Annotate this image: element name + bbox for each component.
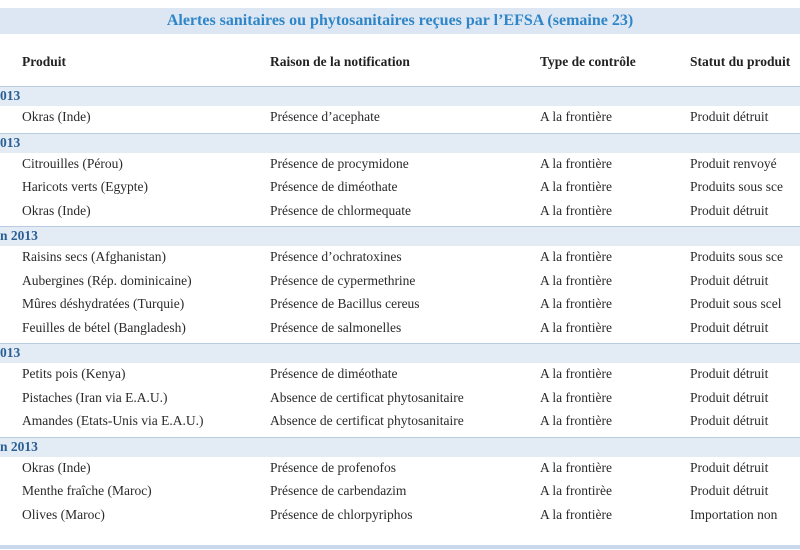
cell-produit: Amandes (Etats-Unis via E.A.U.): [22, 413, 204, 428]
cell-produit: Haricots verts (Egypte): [22, 179, 148, 194]
date-group-label: n 2013: [0, 438, 38, 454]
cell-produit: Pistaches (Iran via E.A.U.): [22, 389, 168, 405]
table-row: [0, 199, 800, 223]
cell-raison: Présence de salmonelles: [270, 319, 402, 335]
date-group-label: 013: [0, 345, 21, 360]
cell-raison: Présence de profenofos: [270, 459, 396, 475]
cell-type: A la frontière: [540, 202, 612, 218]
table-row: [0, 316, 800, 340]
cell-raison: Présence de chlormequate: [270, 202, 411, 218]
cell-raison: Présence de Bacillus cereus: [270, 296, 420, 311]
table-title: Alertes sanitaires ou phytosanitaires reçues par l’EFSA (semaine 23): [166, 12, 634, 29]
date-group-row: [0, 133, 800, 153]
cell-statut: Produit détruit: [690, 319, 769, 335]
table-row: [0, 479, 800, 503]
cell-produit: Mûres déshydratées (Turquie): [22, 296, 185, 311]
cell-type: A la frontière: [540, 413, 612, 428]
cell-statut: Produit détruit: [690, 483, 769, 498]
cell-statut: Produits sous sce: [690, 179, 784, 194]
cell-statut: Produit détruit: [690, 109, 769, 124]
table-header-row: [0, 50, 800, 74]
cell-type: A la frontière: [540, 366, 612, 381]
cell-raison: Présence de cypermethrine: [270, 272, 416, 288]
cell-statut: Produit détruit: [690, 389, 769, 405]
date-group-label: n 2013: [0, 228, 38, 243]
cell-type: A la frontière: [540, 296, 612, 311]
cell-raison: Présence d’acephate: [270, 109, 380, 124]
table-row: [0, 292, 800, 316]
cell-statut: Produit détruit: [690, 202, 769, 218]
table-row: [0, 503, 800, 527]
table-row: [0, 269, 800, 293]
cell-raison: Absence de certificat phytosanitaire: [270, 413, 464, 428]
cell-produit: Okras (Inde): [22, 202, 91, 218]
cell-statut: Produit renvoyé: [690, 155, 777, 171]
date-group-row: [0, 86, 800, 106]
table-row: [0, 456, 800, 480]
cell-produit: Menthe fraîche (Maroc): [22, 483, 152, 498]
cell-produit: Feuilles de bétel (Bangladesh): [22, 319, 186, 335]
cell-statut: Produits sous sce: [690, 249, 784, 264]
cell-raison: Présence d’ochratoxines: [270, 249, 402, 264]
date-group-label: 013: [0, 134, 21, 150]
table-row: [0, 152, 800, 176]
table-bottom-border: [0, 545, 800, 549]
cell-statut: Produit détruit: [690, 272, 769, 288]
table-row: [0, 175, 800, 199]
column-header-produit: Produit: [22, 54, 67, 69]
cell-produit: Olives (Maroc): [22, 506, 105, 522]
table-title-bar: [0, 8, 800, 34]
cell-produit: Okras (Inde): [22, 109, 91, 124]
cell-raison: Présence de diméothate: [270, 366, 398, 381]
cell-type: A la frontière: [540, 179, 612, 194]
date-group-row: [0, 226, 800, 246]
column-header-statut: Statut du produit: [690, 54, 791, 69]
table-row: [0, 409, 800, 433]
cell-type: A la frontière: [540, 319, 612, 335]
cell-raison: Présence de carbendazim: [270, 483, 407, 498]
cell-type: A la frontière: [540, 506, 612, 522]
cell-statut: Importation non: [690, 506, 778, 522]
column-header-raison: Raison de la notification: [270, 54, 410, 69]
cell-type: A la frontière: [540, 272, 612, 288]
cell-raison: Présence de procymidone: [270, 155, 409, 171]
cell-produit: Aubergines (Rép. dominicaine): [22, 272, 192, 288]
cell-raison: Présence de chlorpyriphos: [270, 506, 413, 522]
cell-produit: Okras (Inde): [22, 459, 91, 475]
cell-produit: Raisins secs (Afghanistan): [22, 249, 166, 264]
date-group-row: [0, 437, 800, 457]
cell-produit: Citrouilles (Pérou): [22, 155, 123, 171]
cell-type: A la frontière: [540, 459, 612, 475]
column-header-type: Type de contrôle: [540, 54, 636, 69]
cell-type: A la frontière: [540, 389, 612, 405]
cell-raison: Présence de diméothate: [270, 179, 398, 194]
table-row: [0, 362, 800, 386]
date-group-label: 013: [0, 88, 21, 103]
cell-produit: Petits pois (Kenya): [22, 366, 126, 381]
date-group-row: [0, 343, 800, 363]
cell-statut: Produit détruit: [690, 366, 769, 381]
cell-type: A la frontière: [540, 109, 612, 124]
cell-statut: Produit sous scel: [690, 296, 782, 311]
table-row: [0, 386, 800, 410]
cell-type: A la frontirèe: [540, 483, 612, 498]
cell-statut: Produit détruit: [690, 459, 769, 475]
table-row: [0, 105, 800, 129]
cell-statut: Produit détruit: [690, 413, 769, 428]
table-row: [0, 245, 800, 269]
cell-type: A la frontière: [540, 249, 612, 264]
cell-type: A la frontière: [540, 155, 612, 171]
cell-raison: Absence de certificat phytosanitaire: [270, 389, 464, 405]
